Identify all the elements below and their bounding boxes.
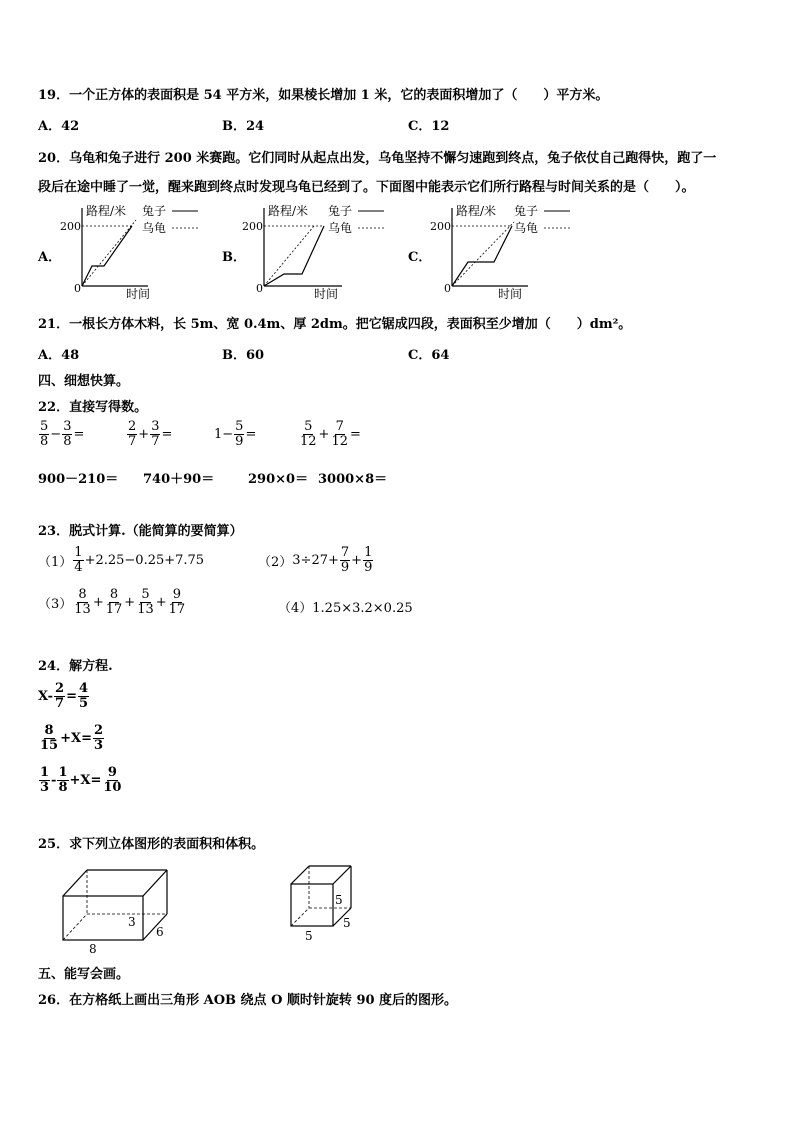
- q22-item-2: $\frac{2}{7}$ + $\frac{3}{7}$ =: [128, 419, 173, 449]
- q25-cube-edge-a: 5: [305, 929, 313, 942]
- q20-graph-a-xlabel: 时间: [126, 287, 151, 300]
- q20-graph-b-legend-rabbit: 兔子: [328, 204, 353, 218]
- q20-stem-line2: 段后在途中睡了一觉，醒来跑到终点时发现乌龟已经到了。下面图中能表示它们所行路程与时间关系的是（ ）。: [38, 180, 695, 195]
- q24-equation-2: $\frac{8}{15}$ +X = $\frac{2}{3}$: [40, 723, 104, 753]
- q22-item-5: 900－210＝: [38, 472, 119, 487]
- q25-cube-edge-b: 5: [343, 916, 351, 930]
- q26-stem: 26．在方格纸上画出三角形 AOB 绕点 O 顺时针旋转 90 度后的图形。: [38, 993, 458, 1008]
- q20-graph-b-y200: 200: [242, 220, 263, 233]
- q21-option-b: B．60: [222, 348, 265, 363]
- q20-graph-a-ylabel: 路程/米: [86, 204, 127, 218]
- q19-stem: 19．一个正方体的表面积是 54 平方米，如果棱长增加 1 米，它的表面积增加了（ ）平方米。: [38, 88, 609, 103]
- q22-stem: 22．直接写得数。: [38, 400, 148, 415]
- q25-cuboid-width: 6: [156, 925, 164, 939]
- q20-graph-b-legend-turtle: 乌龟: [328, 221, 353, 235]
- q24-stem: 24．解方程.: [38, 659, 113, 674]
- q22-item-1: $\frac{5}{8}$ − $\frac{3}{8}$ =: [40, 419, 85, 449]
- q20-graph-b-label: B．: [222, 250, 246, 265]
- section-4-title: 四、细想快算。: [38, 374, 130, 389]
- q25-cuboid: [55, 862, 185, 954]
- q25-cuboid-length: 8: [89, 942, 97, 954]
- q23-stem: 23．脱式计算.（能简算的要简算）: [38, 524, 243, 539]
- q19-option-a: A．42: [38, 119, 80, 134]
- q20-graph-c-legend-rabbit: 兔子: [514, 204, 539, 218]
- q24-equation-3: $\frac{1}{3}$ - $\frac{1}{8}$ +X = $\frac{9}{10}$: [40, 765, 122, 795]
- q22-item-8: 3000×8＝: [318, 472, 388, 487]
- q20-graph-b: [242, 200, 392, 300]
- q20-graph-b-ylabel: 路程/米: [268, 204, 309, 218]
- q20-graph-a-legend-turtle: 乌龟: [142, 221, 167, 235]
- q20-graph-a-origin: 0: [74, 282, 81, 295]
- q22-item-7: 290×0＝: [248, 472, 309, 487]
- q19-option-b: B．24: [222, 119, 265, 134]
- q22-item-6: 740＋90＝: [143, 472, 215, 487]
- q25-cube: [285, 860, 365, 942]
- q20-graph-c: [430, 200, 580, 300]
- q23-part-3: （3） $\frac{8}{13}$ + $\frac{8}{17}$ + $\frac{5}{13}$ + $\frac{9}{17}$: [38, 587, 186, 617]
- q20-graph-a: [60, 200, 210, 300]
- q19-option-c: C．12: [408, 119, 450, 134]
- q20-stem-line1: 20．乌龟和兔子进行 200 米赛跑。它们同时从起点出发，乌龟坚持不懈匀速跑到终点，兔子依仗自己跑得快，跑了一: [38, 151, 717, 166]
- q23-part-2: （2） 3÷27+ $\frac{7}{9}$ + $\frac{1}{9}$: [258, 545, 373, 575]
- q25-stem: 25．求下列立体图形的表面积和体积。: [38, 837, 265, 852]
- q20-graph-a-label: A．: [38, 250, 62, 265]
- q20-graph-b-xlabel: 时间: [314, 287, 339, 300]
- q20-graph-c-label: C．: [408, 250, 432, 265]
- section-5-title: 五、能写会画。: [38, 967, 130, 982]
- q20-graph-c-ylabel: 路程/米: [456, 204, 497, 218]
- q20-graph-c-legend-turtle: 乌龟: [514, 221, 539, 235]
- q20-graph-b-origin: 0: [256, 282, 263, 295]
- q20-graph-c-y200: 200: [430, 220, 451, 233]
- q23-part-4: （4）1.25×3.2×0.25: [278, 601, 413, 616]
- q21-stem: 21．一根长方体木料，长 5m、宽 0.4m、厚 2dm。把它锯成四段，表面积至少增加（ ）dm²。: [38, 317, 632, 332]
- q20-graph-a-legend-rabbit: 兔子: [142, 204, 167, 218]
- q25-cube-edge-c: 5: [335, 893, 343, 907]
- q20-graph-c-origin: 0: [444, 282, 451, 295]
- q20-graph-c-xlabel: 时间: [498, 287, 523, 300]
- q22-item-3: 1− $\frac{5}{9}$ =: [214, 419, 257, 449]
- q23-part-1: （1） $\frac{1}{4}$ +2.25−0.25+7.75: [38, 545, 205, 575]
- q21-option-c: C．64: [408, 348, 450, 363]
- q20-graph-a-y200: 200: [60, 220, 81, 233]
- q24-equation-1: X- $\frac{2}{7}$ = $\frac{4}{5}$: [38, 681, 89, 711]
- q22-item-4: $\frac{5}{12}$ + $\frac{7}{12}$ =: [300, 419, 361, 449]
- q25-cuboid-height: 3: [128, 915, 136, 929]
- q21-option-a: A．48: [38, 348, 80, 363]
